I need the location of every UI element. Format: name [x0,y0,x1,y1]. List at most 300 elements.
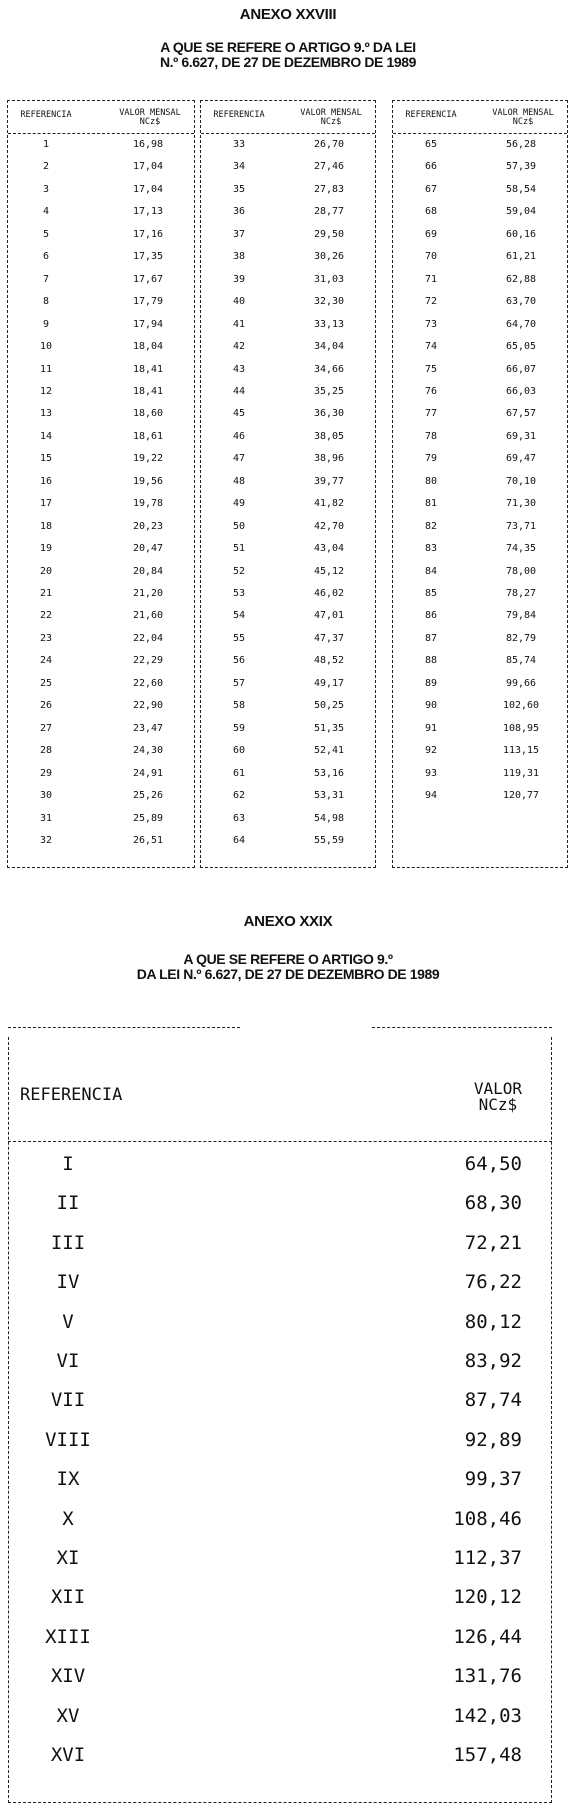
table-row [8,790,194,810]
valor-cell: 92,89 [464,1428,522,1451]
header-referencia: REFERENCIA [405,110,457,120]
table-row [8,566,194,586]
header-valor-line1: VALOR MENSAL [300,108,362,118]
table-row [393,678,567,698]
valor-cell: 43,04 [313,543,345,555]
annex-29-table [8,1027,552,1803]
referencia-cell: XVI [50,1744,86,1766]
table-row [393,319,567,339]
table-row [201,588,375,608]
table-row [393,364,567,384]
table-row [393,566,567,586]
table-header [393,107,567,134]
annex-29-top-border-left [8,1027,240,1028]
valor-cell: 119,31 [502,767,540,779]
referencia-cell: 83 [424,543,438,555]
valor-cell: 61,21 [505,251,537,263]
referencia-cell: 5 [42,228,50,240]
table-row [393,206,567,226]
referencia-cell: 24 [39,655,53,667]
valor-cell: 21,60 [132,610,164,622]
referencia-cell: IX [56,1468,80,1491]
referencia-cell: 63 [232,812,246,824]
valor-cell: 42,70 [313,520,345,532]
table-row [201,633,375,653]
referencia-cell: 75 [424,363,438,375]
table-row [8,813,194,833]
table-row [201,768,375,788]
referencia-cell: XI [56,1547,80,1569]
referencia-cell: 2 [42,161,50,173]
annex-29-title: ANEXO XXIX [243,913,333,930]
valor-cell: 24,30 [132,745,164,757]
valor-cell: 18,41 [132,385,164,397]
table-row [201,790,375,810]
referencia-cell: 39 [232,273,246,285]
referencia-cell: 1 [42,139,50,150]
table-row [201,521,375,541]
referencia-cell: 55 [232,632,246,644]
table-row [8,1429,552,1469]
referencia-cell: 26 [39,700,53,712]
referencia-cell: 93 [424,767,438,779]
referencia-cell: 9 [42,318,50,330]
referencia-cell: 49 [232,498,246,510]
table-row [8,610,194,630]
referencia-cell: 30 [39,790,53,802]
referencia-cell: 37 [232,228,246,240]
annex-28-table-1 [7,100,195,868]
valor-cell: 26,70 [313,139,345,150]
table-row [393,610,567,630]
referencia-cell: VI [56,1350,80,1372]
table-row [393,386,567,406]
referencia-cell: XIII [45,1625,91,1648]
valor-cell: 71,30 [505,498,537,510]
valor-cell: 28,77 [313,206,345,218]
valor-cell: 65,05 [505,341,537,353]
table-row [8,498,194,518]
table-row [8,386,194,406]
valor-cell: 54,98 [313,812,345,824]
valor-cell: 60,16 [505,228,537,240]
valor-cell: 39,77 [313,475,345,487]
referencia-cell: 52 [232,565,246,577]
table-row [8,678,194,698]
referencia-cell: VII [50,1389,86,1412]
referencia-cell: 3 [42,183,50,195]
referencia-cell: III [50,1231,86,1254]
referencia-cell: 90 [424,700,438,712]
annex-29-subtitle-line1: A QUE SE REFERE O ARTIGO 9.º [183,951,393,967]
referencia-cell: 78 [424,430,438,442]
referencia-cell: 94 [424,790,438,802]
table-row [393,274,567,294]
referencia-cell: XIV [50,1665,86,1688]
valor-cell: 108,95 [502,722,540,734]
referencia-cell: 42 [232,341,246,353]
valor-cell: 32,30 [313,296,345,308]
table-row [8,229,194,249]
table-row [8,1508,552,1548]
table-row [8,521,194,541]
valor-cell: 57,39 [505,161,537,173]
valor-cell: 33,13 [313,318,345,330]
referencia-cell: 38 [232,251,246,263]
table-row [8,364,194,384]
table-row [201,813,375,833]
referencia-cell: 59 [232,722,246,734]
referencia-cell: 10 [39,341,53,353]
annex-29-header-valor-line2: NCz$ [478,1095,518,1114]
valor-cell: 157,48 [453,1744,522,1766]
annex-28-subtitle-line1: A QUE SE REFERE O ARTIGO 9.º DA LEI [160,39,416,55]
table-row [201,655,375,675]
referencia-cell: 22 [39,610,53,622]
valor-cell: 62,88 [505,273,537,285]
valor-cell: 63,70 [505,296,537,308]
referencia-cell: 51 [232,543,246,555]
valor-cell: 19,78 [132,498,164,510]
referencia-cell: 33 [232,139,246,150]
referencia-cell: 71 [424,273,438,285]
table-row [8,768,194,788]
referencia-cell: 32 [39,834,53,846]
valor-cell: 99,66 [505,677,537,689]
referencia-cell: 34 [232,161,246,173]
referencia-cell: 87 [424,632,438,644]
table-row [393,790,567,810]
table-row [393,476,567,496]
table-row [8,723,194,743]
valor-cell: 34,66 [313,363,345,375]
header-referencia: REFERENCIA [20,110,72,120]
annex-29-header-valor [474,1081,522,1113]
table-row [201,431,375,451]
table-row [8,1547,552,1587]
table-row [393,543,567,563]
table-row [8,184,194,204]
table-header [201,107,375,134]
valor-cell: 18,04 [132,341,164,353]
valor-cell: 58,54 [505,183,537,195]
valor-cell: 19,22 [132,453,164,465]
table-row [8,543,194,563]
valor-cell: 80,12 [464,1310,522,1333]
valor-cell: 17,94 [132,318,164,330]
valor-cell: 20,84 [132,565,164,577]
annex-29-header-valor-line1: VALOR [473,1079,522,1098]
referencia-cell: 29 [39,767,53,779]
referencia-cell: 84 [424,565,438,577]
annex-29-top-border-right [372,1027,552,1028]
valor-cell: 82,79 [505,632,537,644]
referencia-cell: 17 [39,498,53,510]
valor-cell: 36,30 [313,408,345,420]
valor-cell: 31,03 [313,273,345,285]
annex-28-table-2 [200,100,376,868]
valor-cell: 68,30 [464,1192,522,1215]
valor-cell: 112,37 [453,1547,522,1569]
referencia-cell: 81 [424,498,438,510]
referencia-cell: 45 [232,408,246,420]
table-row [8,139,194,159]
table-row [201,319,375,339]
valor-cell: 78,27 [505,588,537,599]
valor-cell: 22,60 [132,677,164,689]
table-row [393,723,567,743]
annex-28-table-3 [392,100,568,868]
valor-cell: 78,00 [505,565,537,577]
table-row [393,431,567,451]
referencia-cell: 85 [424,588,438,599]
referencia-cell: 48 [232,475,246,487]
table-row [201,566,375,586]
valor-cell: 25,26 [132,790,164,802]
table-row [8,633,194,653]
valor-cell: 22,90 [132,700,164,712]
annex-28-subtitle [0,40,576,70]
valor-cell: 47,37 [313,632,345,644]
header-valor-line2: NCz$ [139,117,161,127]
table-row [393,655,567,675]
table-row [201,835,375,855]
valor-cell: 55,59 [313,834,345,846]
referencia-cell: 25 [39,677,53,689]
referencia-cell: 61 [232,767,246,779]
table-row [393,498,567,518]
referencia-cell: 67 [424,183,438,195]
table-row [8,206,194,226]
valor-cell: 26,51 [132,834,164,846]
referencia-cell: XV [56,1704,80,1727]
referencia-cell: 64 [232,834,246,846]
valor-cell: 50,25 [313,700,345,712]
table-row [8,1192,552,1232]
table-row [393,453,567,473]
referencia-cell: 27 [39,722,53,734]
referencia-cell: 79 [424,453,438,465]
referencia-cell: 66 [424,161,438,173]
table-row [8,1468,552,1508]
referencia-cell: 19 [39,543,53,555]
referencia-cell: 21 [39,588,53,599]
table-row [393,408,567,428]
valor-cell: 27,46 [313,161,345,173]
table-row [8,1232,552,1272]
referencia-cell: 86 [424,610,438,622]
table-row [8,1586,552,1626]
valor-cell: 69,31 [505,430,537,442]
valor-cell: 38,96 [313,453,345,465]
table-row [201,723,375,743]
valor-cell: 72,21 [464,1231,522,1254]
table-header [8,107,194,134]
valor-cell: 83,92 [464,1350,522,1372]
table-row [393,251,567,271]
valor-cell: 34,04 [313,341,345,353]
table-row [8,1705,552,1745]
valor-cell: 66,03 [505,385,537,397]
annex-28-title: ANEXO XXVIII [239,6,337,23]
valor-cell: 69,47 [505,453,537,465]
valor-cell: 20,47 [132,543,164,555]
valor-cell: 52,41 [313,745,345,757]
referencia-cell: 77 [424,408,438,420]
valor-cell: 131,76 [453,1665,522,1688]
referencia-cell: 74 [424,341,438,353]
referencia-cell: 23 [39,632,53,644]
valor-cell: 56,28 [505,139,537,150]
valor-cell: 102,60 [502,700,540,712]
header-valor-line1: VALOR MENSAL [119,108,181,118]
table-row [8,251,194,271]
valor-cell: 59,04 [505,206,537,218]
table-row [393,296,567,316]
valor-cell: 48,52 [313,655,345,667]
valor-cell: 79,84 [505,610,537,622]
table-row [8,1626,552,1666]
valor-cell: 64,70 [505,318,537,330]
valor-cell: 19,56 [132,475,164,487]
valor-cell: 73,71 [505,520,537,532]
table-row [201,274,375,294]
table-row [8,476,194,496]
valor-cell: 87,74 [464,1389,522,1412]
valor-cell: 29,50 [313,228,345,240]
header-valor-mensal [289,109,373,127]
table-row [8,700,194,720]
valor-cell: 17,13 [132,206,164,218]
referencia-cell: 53 [232,588,246,599]
valor-cell: 49,17 [313,677,345,689]
valor-cell: 17,79 [132,296,164,308]
referencia-cell: 72 [424,296,438,308]
table-row [393,633,567,653]
annex-29-subtitle [0,952,576,982]
table-row [201,161,375,181]
referencia-cell: 46 [232,430,246,442]
referencia-cell: 8 [42,296,50,308]
referencia-cell: 43 [232,363,246,375]
table-row [201,700,375,720]
valor-cell: 41,82 [313,498,345,510]
table-row [8,745,194,765]
valor-cell: 17,04 [132,161,164,173]
valor-cell: 18,61 [132,430,164,442]
referencia-cell: VIII [45,1428,91,1451]
header-referencia: REFERENCIA [213,110,265,120]
valor-cell: 22,04 [132,632,164,644]
valor-cell: 18,60 [132,408,164,420]
valor-cell: 142,03 [453,1704,522,1727]
table-row [201,341,375,361]
table-row [8,431,194,451]
referencia-cell: 20 [39,565,53,577]
referencia-cell: X [62,1507,74,1530]
valor-cell: 120,12 [453,1586,522,1609]
referencia-cell: 14 [39,430,53,442]
referencia-cell: 92 [424,745,438,757]
table-row [393,521,567,541]
valor-cell: 27,83 [313,183,345,195]
table-row [201,745,375,765]
table-row [201,139,375,159]
table-row [201,364,375,384]
table-row [393,229,567,249]
referencia-cell: 47 [232,453,246,465]
valor-cell: 53,31 [313,790,345,802]
table-row [201,408,375,428]
header-valor-mensal [481,109,565,127]
valor-cell: 70,10 [505,475,537,487]
annex-28-subtitle-line2: N.º 6.627, DE 27 DE DEZEMBRO DE 1989 [159,54,417,70]
table-row [393,745,567,765]
header-valor-line1: VALOR MENSAL [492,108,554,118]
referencia-cell: 31 [39,812,53,824]
valor-cell: 51,35 [313,722,345,734]
referencia-cell: 91 [424,722,438,734]
referencia-cell: 80 [424,475,438,487]
referencia-cell: 40 [232,296,246,308]
valor-cell: 18,41 [132,363,164,375]
table-row [201,476,375,496]
valor-cell: 64,50 [464,1153,522,1175]
referencia-cell: 7 [42,273,50,285]
table-row [8,319,194,339]
table-row [8,453,194,473]
valor-cell: 126,44 [453,1625,522,1648]
referencia-cell: 11 [39,363,53,375]
referencia-cell: XII [50,1586,86,1609]
referencia-cell: 89 [424,677,438,689]
table-row [393,161,567,181]
header-valor-mensal [108,109,192,127]
table-row [201,386,375,406]
referencia-cell: 15 [39,453,53,465]
valor-cell: 108,46 [453,1507,522,1530]
valor-cell: 22,29 [132,655,164,667]
referencia-cell: 35 [232,183,246,195]
valor-cell: 21,20 [132,588,164,599]
referencia-cell: 73 [424,318,438,330]
table-row [201,610,375,630]
valor-cell: 38,05 [313,430,345,442]
valor-cell: 76,22 [464,1271,522,1294]
referencia-cell: 4 [42,206,50,218]
referencia-cell: 69 [424,228,438,240]
table-row [8,1389,552,1429]
referencia-cell: 6 [42,251,50,263]
table-row [8,655,194,675]
valor-cell: 30,26 [313,251,345,263]
table-row [201,678,375,698]
referencia-cell: 76 [424,385,438,397]
valor-cell: 99,37 [464,1468,522,1491]
valor-cell: 120,77 [502,790,540,802]
table-row [393,184,567,204]
valor-cell: 17,04 [132,183,164,195]
referencia-cell: 41 [232,318,246,330]
valor-cell: 23,47 [132,722,164,734]
table-row [8,1271,552,1311]
header-valor-line2: NCz$ [320,117,342,127]
table-row [201,251,375,271]
referencia-cell: 57 [232,677,246,689]
valor-cell: 46,02 [313,588,345,599]
table-row [201,296,375,316]
valor-cell: 17,16 [132,228,164,240]
